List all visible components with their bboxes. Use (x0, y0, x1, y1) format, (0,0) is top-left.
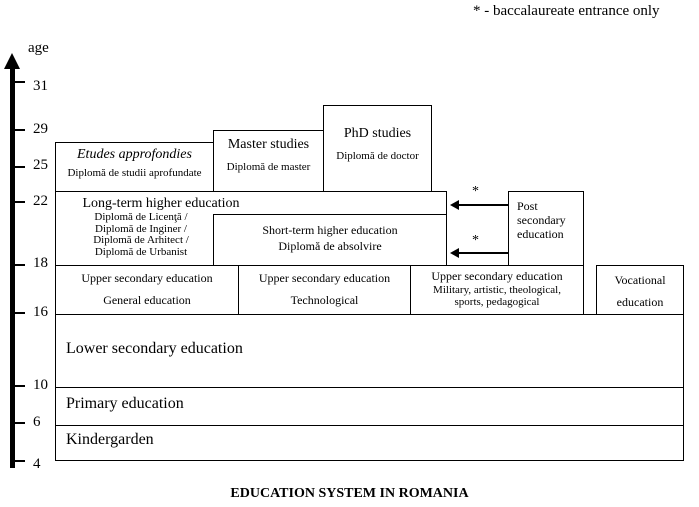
age-axis (10, 66, 15, 468)
box-upper-secondary-technological (238, 265, 411, 315)
upper-special-title: Upper secondary education (431, 269, 563, 283)
master-diploma: Diplomă de master (226, 161, 311, 173)
tick-label-31: 31 (33, 78, 48, 94)
tick-10 (15, 385, 25, 387)
tick-label-6: 6 (33, 414, 41, 430)
box-short-term-higher-education (213, 214, 447, 266)
tick-label-22: 22 (33, 193, 48, 209)
tick-label-16: 16 (33, 304, 48, 320)
box-vocational-education (596, 265, 684, 315)
tick-label-10: 10 (33, 377, 48, 393)
tick-16 (15, 312, 25, 314)
etudes-diploma: Diplomă de studii aprofundate (67, 167, 202, 179)
upper-general-title: Upper secondary education (81, 271, 213, 285)
tick-6 (15, 422, 25, 424)
short-term-diploma: Diplomă de absolvire (278, 239, 382, 253)
box-master-studies (213, 130, 324, 192)
master-title: Master studies (227, 137, 310, 152)
box-upper-secondary-special (410, 265, 584, 315)
lower-secondary-title: Lower secondary education (66, 340, 243, 357)
upper-special-subtitle-2: sports, pedagogical (454, 296, 540, 308)
arrow-star-bottom: * (472, 233, 479, 248)
long-term-diploma-urbanist: Diplomă de Urbanist (94, 245, 188, 258)
post-secondary-line-2: secondary (517, 213, 566, 227)
tick-29 (15, 129, 25, 131)
phd-diploma: Diplomă de doctor (336, 150, 419, 162)
tick-label-18: 18 (33, 255, 48, 271)
vocational-line-2: education (616, 295, 664, 309)
long-term-diploma-inginer: Diplomă de Inginer / (95, 222, 187, 235)
tick-label-29: 29 (33, 121, 48, 137)
long-term-diploma-licenta: Diplomă de Licenţă / (94, 211, 188, 223)
box-phd-studies (323, 105, 432, 192)
kindergarden-title: Kindergarden (66, 431, 154, 448)
tick-18 (15, 264, 25, 266)
arrow-post-to-long-term-icon (452, 204, 508, 206)
post-secondary-line-1: Post (517, 199, 538, 213)
box-upper-secondary-general (55, 265, 239, 315)
upper-tech-title: Upper secondary education (258, 271, 391, 285)
post-secondary-line-3: education (517, 227, 564, 241)
box-kindergarden (55, 425, 684, 461)
tick-25 (15, 166, 25, 168)
primary-title: Primary education (66, 395, 184, 412)
box-post-secondary-education (508, 191, 584, 266)
tick-31 (15, 81, 25, 83)
box-etudes-approfondies (55, 142, 214, 192)
tick-22 (15, 201, 25, 203)
box-primary-education (55, 387, 684, 426)
tick-label-25: 25 (33, 157, 48, 173)
upper-general-subtitle: General education (103, 293, 191, 307)
upper-tech-subtitle: Technological (290, 293, 359, 307)
short-term-title: Short-term higher education (262, 223, 398, 237)
vocational-line-1: Vocational (614, 273, 666, 287)
long-term-diploma-arhitect: Diplomă de Arhitect / (93, 234, 189, 246)
box-lower-secondary-education (55, 314, 684, 388)
arrow-star-top: * (472, 184, 479, 199)
tick-label-4: 4 (33, 456, 41, 472)
footnote-baccalaureate: * - baccalaureate entrance only (473, 3, 660, 19)
long-term-title: Long-term higher education (82, 196, 240, 211)
etudes-title: Etudes approfondies (77, 147, 192, 162)
axis-label-age: age (28, 40, 49, 56)
arrow-post-to-short-term-icon (452, 252, 508, 254)
phd-title: PhD studies (343, 126, 412, 141)
tick-4 (15, 460, 25, 462)
upper-special-subtitle-1: Military, artistic, theological, (433, 284, 561, 296)
diagram-title: EDUCATION SYSTEM IN ROMANIA (230, 486, 469, 501)
